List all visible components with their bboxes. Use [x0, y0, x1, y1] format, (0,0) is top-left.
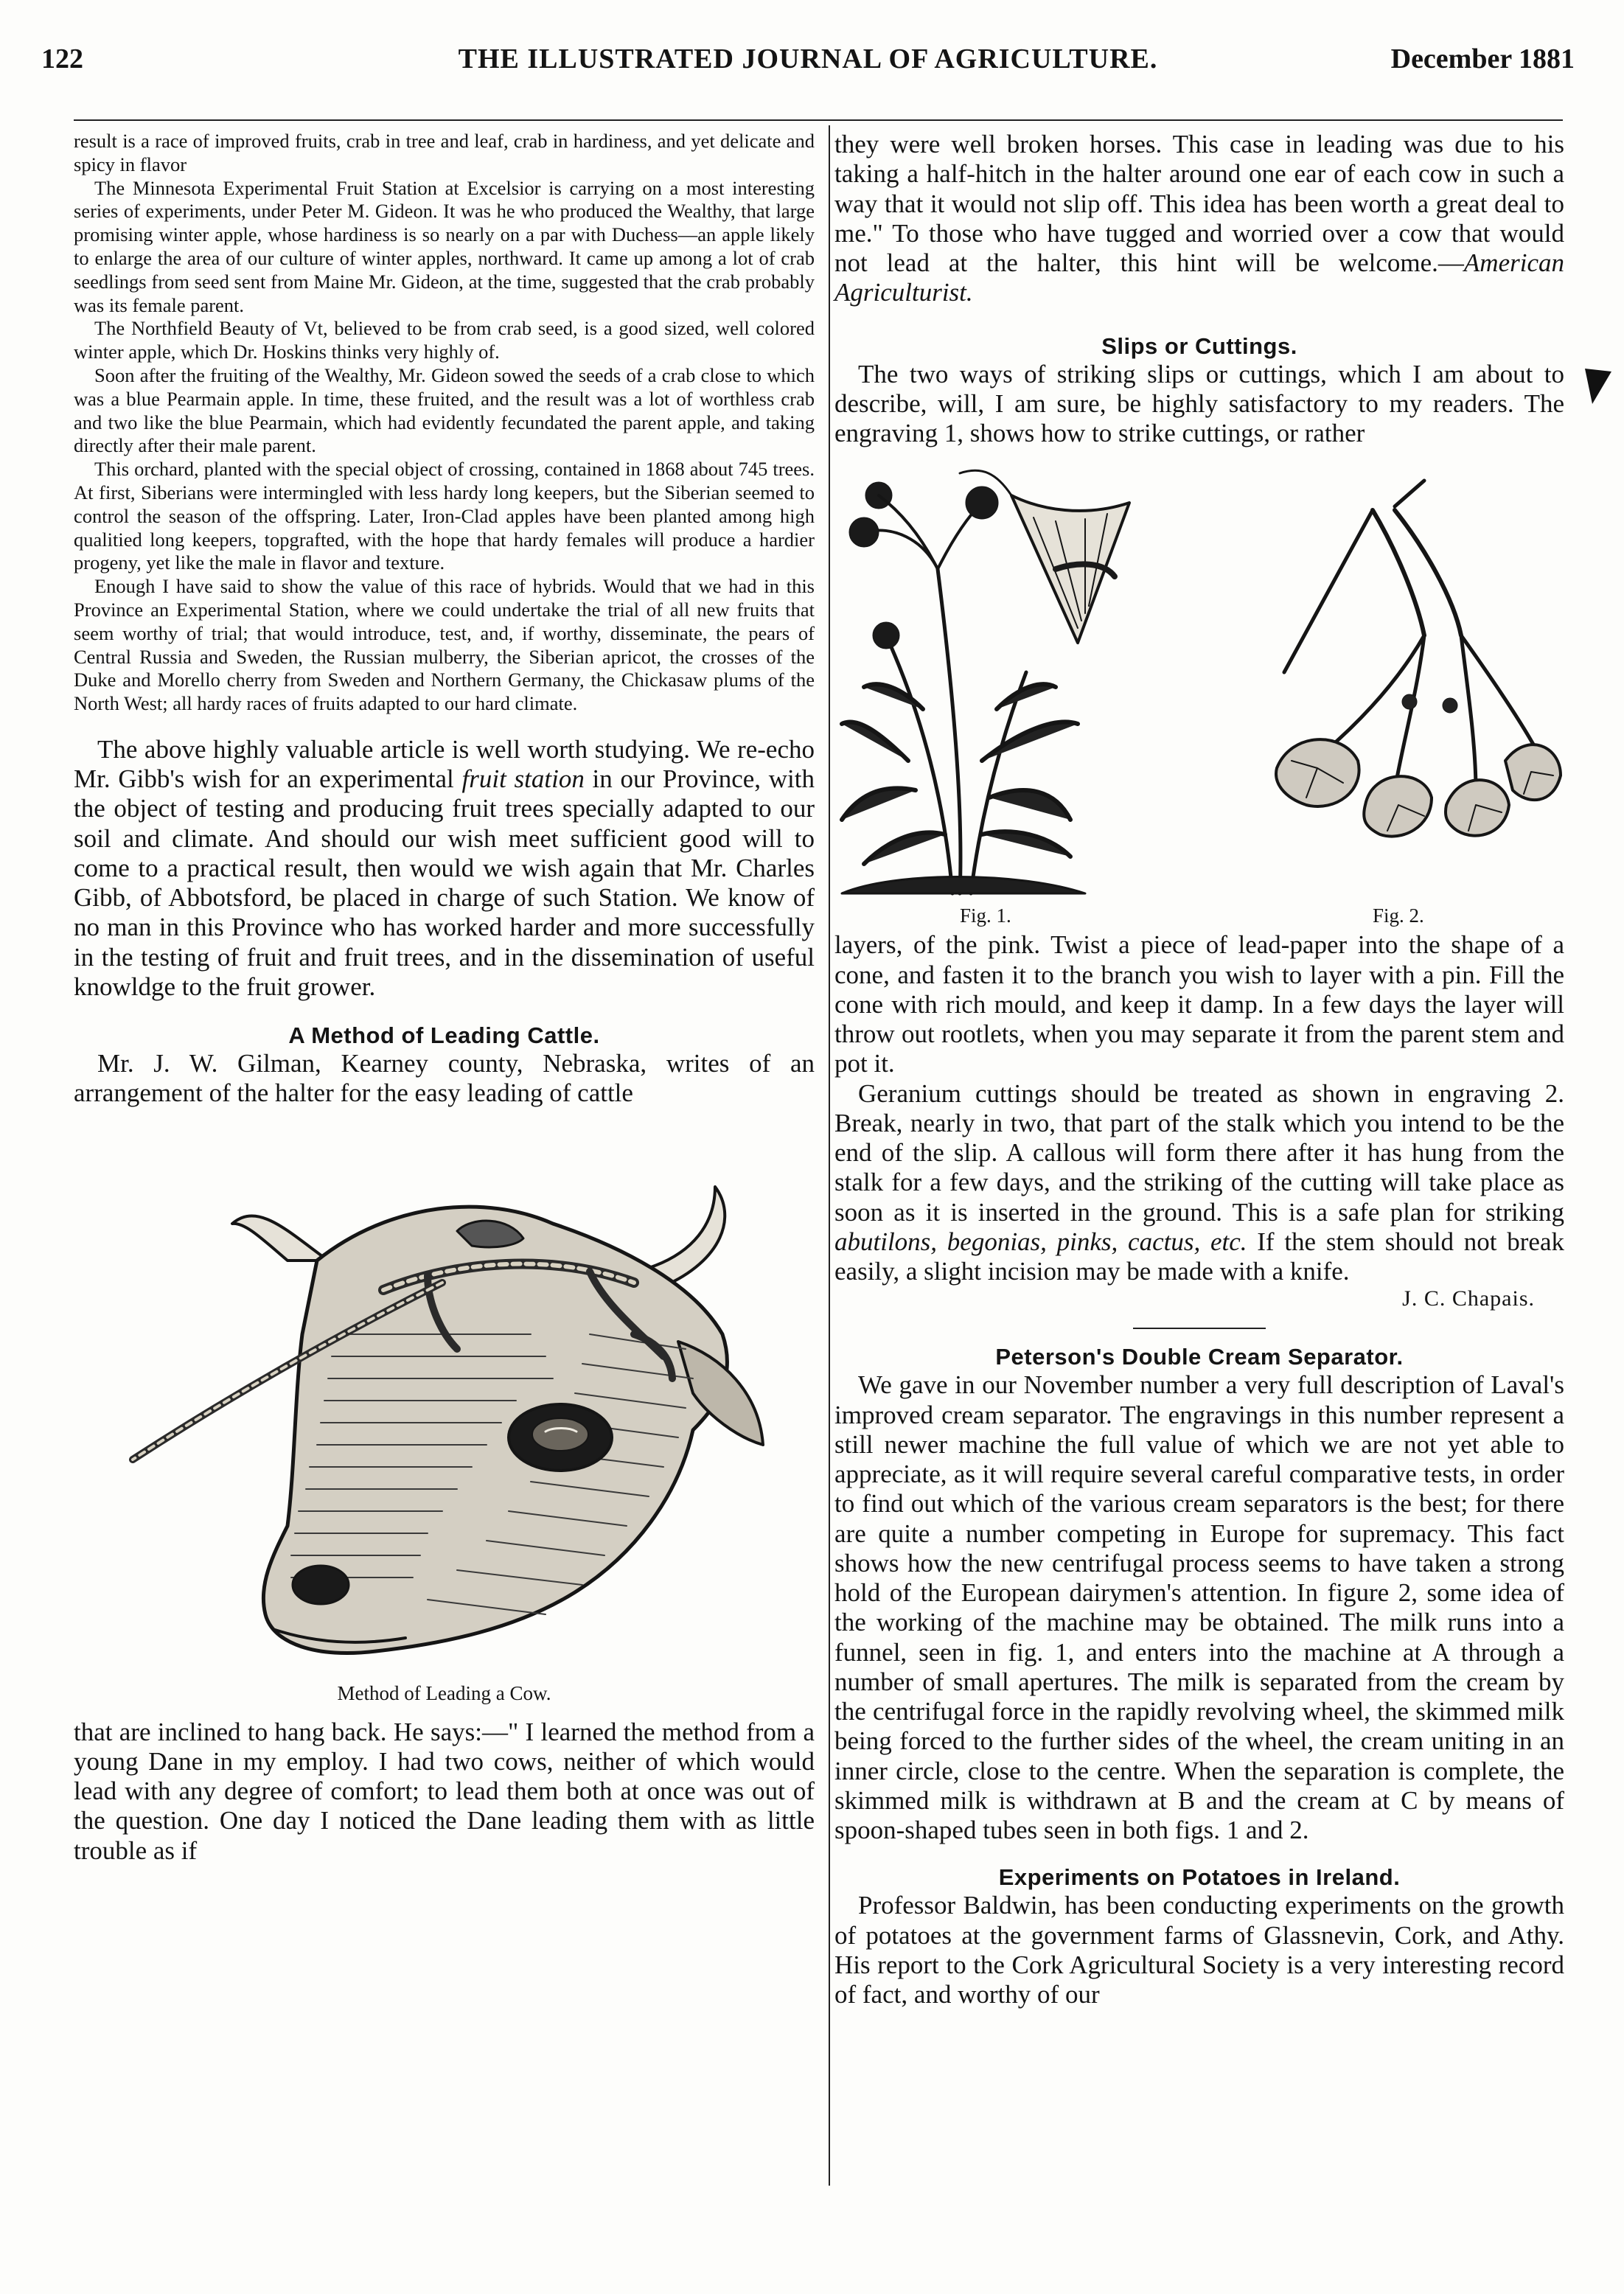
slips-body: [834, 930, 1564, 1286]
right-column: [834, 130, 1564, 2009]
cattle-intro: Mr. J. W. Gilman, Kearney county, Nebraska, writes of an arrangement of the halter for the easy leading of cattle: [74, 1049, 815, 1108]
cow-head-engraving: [74, 1113, 815, 1718]
slips-signature: J. C. Chapais.: [1402, 1286, 1535, 1311]
potatoes-paragraph: Professor Baldwin, has been conducting experiments on the growth of potatoes at the government farms of Glassnevin, Cork, and Athy. His report to the Cork Agricultural Society is a very interesting record of fact, and worthy of our: [834, 1891, 1564, 2009]
potatoes-block: [834, 1891, 1564, 2009]
separator-paragraph: We gave in our November number a very full description of Laval's improved cream separator. The engravings in this number represent a still newer machine the full value of which we are not yet able to appreciate, as it will require several careful comparative tests, in order to find out which of the various cream separators is the best; for there are quite a number competing in Europe for supremacy. This fact shows how the new centrifugal process seems to have taken a strong hold of the European dairymen's attention. In figure 2, some idea of the working of the machine may be obtained. The milk runs into a funnel, seen in fig. 1, and enters into the machine at A through a number of small apertures. The milk is separated from the cream by the centrifugal force in the rapidly revolving wheel, the skimmed milk being forced to the further sides of the wheel, the cream uniting in an inner circle, close to the centre. When the separation is complete, the skimmed milk is withdrawn at B and the cream at C by means of spoon-shaped tubes seen in both figs. 1 and 2.: [834, 1370, 1564, 1844]
figure-labels: [834, 904, 1564, 930]
slips-paragraph-2: [834, 1079, 1564, 1287]
slips-paragraph-1: layers, of the pink. Twist a piece of lead-paper into the shape of a cone, and fasten it to the branch you wish to layer with a pin. Fill the cone with rich mould, and keep it damp. In a few days the layer will throw out rootlets, when you may separate it from the parent stem and pot it.: [834, 930, 1564, 1078]
cattle-end-text: they were well broken horses. This case in leading was due to his taking a half-hitch in the halter around one ear of each cow in such a way that it would not slip off. This idea has been worth a great deal to me." To those who have tugged and worried over a cow that would not lead at the halter, this hint will be welcome.—: [834, 130, 1564, 277]
left-column: [74, 130, 815, 1866]
cattle-intro-block: [74, 1049, 815, 1109]
journal-title: THE ILLUSTRATED JOURNAL OF AGRICULTURE.: [458, 43, 1158, 74]
separator-heading: Peterson's Double Cream Separator.: [995, 1344, 1404, 1370]
editorial-text-a: The above highly valuable article is well worth studying. We re-echo Mr. Gibb's wish for an experimental: [74, 734, 815, 794]
fruit-paragraph: The Northfield Beauty of Vt, believed to be from crab seed, is a good sized, well colored winter apple, which Dr. Hoskins thinks very highly of.: [74, 317, 815, 363]
page-number: 122: [41, 43, 83, 74]
cow-illustration: [74, 1113, 815, 1718]
cuttings-figures: [834, 451, 1564, 930]
page-corner-mark: [1583, 367, 1613, 405]
slips-text-a: Geranium cuttings should be treated as shown in engraving 2. Break, nearly in two, that part of the stalk which you intend to be the end of the slip. A callous will form there after it has hung from the stalk for a few days, and the striking of the cutting will take place as soon as it is inserted in the ground. This is a safe plan for striking: [834, 1078, 1564, 1227]
fruit-paragraph: Soon after the fruiting of the Wealthy, Mr. Gideon sowed the seeds of a crab close to which was a blue Pearmain apple. In time, these fruited, and the result was a lot of worthless crab and two like the blue Pearmain, which had evidently fecundated the parent apple, and taking directly after their male parent.: [74, 363, 815, 457]
cattle-continued: that are inclined to hang back. He says:—" I learned the method from a young Dane in my employ. I had two cows, neither of which would lead with any degree of comfort; to lead them both at once was out of the question. One day I noticed the Dane leading them with as little trouble as if: [74, 1717, 815, 1865]
fig2-label: Fig. 2.: [1373, 904, 1424, 927]
header-rule: [74, 119, 1563, 121]
cattle-article-end: [834, 130, 1564, 308]
page-header: [41, 43, 1575, 87]
cattle-end-paragraph: [834, 130, 1564, 308]
editorial-text-b: in our Province, with the object of testing and producing fruit trees specially adapted to our soil and climate. And should our wish meet sufficient good will to come to a practical result, then would we wish again that Mr. Charles Gibb, of Abbotsford, be placed in charge of such Station. We know of no man in this Province who has worked harder and more successfully in the testing of fruit and fruit trees, and in the dissemination of useful knowldge to the fruit grower.: [74, 764, 815, 1001]
editorial-paragraph: [74, 735, 815, 1002]
cuttings-engravings: [834, 451, 1564, 901]
fruit-paragraph: result is a race of improved fruits, crab in tree and leaf, crab in hardiness, and yet delicate and spicy in flavor: [74, 130, 815, 175]
fruit-paragraph: This orchard, planted with the special object of crossing, contained in 1868 about 745 trees. At first, Siberians were intermingled with less hardy long keepers, but the Siberian seemed to control the season of the offspring. Later, Iron-Clad apples have been planted among high qualitied long keepers, topgrafted, with the hope that hardy females will produce a hardier progeny, yet like the male in flavor and texture.: [74, 458, 815, 574]
section-rule: [1133, 1328, 1266, 1329]
slips-text-b: If the stem should not break easily, a slight incision may be made with a knife.: [834, 1227, 1564, 1286]
slips-emphasis: abutilons, begonias, pinks, cactus, etc.: [834, 1227, 1247, 1256]
cattle-heading: A Method of Leading Cattle.: [288, 1022, 600, 1049]
cattle-source: American Agriculturist.: [834, 248, 1564, 307]
fig1-label: Fig. 1.: [960, 904, 1011, 927]
editorial-emphasis: fruit station: [461, 764, 585, 794]
potatoes-heading: Experiments on Potatoes in Ireland.: [998, 1864, 1401, 1891]
geranium-cuttings-drawing: [1276, 481, 1561, 837]
fruit-paragraph: Enough I have said to show the value of this race of hybrids. Would that we had in this Province an Experimental Station, where we could undertake the trial of all new fruits that seem worthy of trial; that would introduce, test, and, if worthy, disseminate, the pears of Central Russia and Sweden, the Russian mulberry, the Siberian apricot, the crosses of the Duke and Morello cherry from Sweden and Northern Germany, the Chickasaw plums of the North West; all hardy races of fruits adapted to our hard climate.: [74, 575, 815, 715]
cow-caption: Method of Leading a Cow.: [337, 1681, 551, 1704]
column-divider: [829, 125, 830, 2186]
slips-heading: Slips or Cuttings.: [1101, 332, 1297, 359]
cattle-continued-block: [74, 1718, 815, 1866]
slips-intro-block: [834, 360, 1564, 449]
fruit-paragraph: The Minnesota Experimental Fruit Station at Excelsior is carrying on a most interesting series of experiments, under Peter M. Gideon. It was he who produced the Wealthy, that large promising winter apple, whose hardiness is so nearly on a par with Duchess—an apple likely to enlarge the area of our culture of winter apples, northward. It came up among a lot of crab seedlings from seed sent from Maine Mr. Gideon, at the time, suggested that the crab probably was its female parent.: [74, 176, 815, 316]
slips-intro: The two ways of striking slips or cuttings, which I am about to describe, will, I am sure, be highly satisfactory to my readers. The engraving 1, shows how to strike cuttings, or rather: [834, 359, 1564, 447]
separator-block: [834, 1370, 1564, 1845]
issue-date: December 1881: [1390, 43, 1575, 74]
editorial-note: [74, 735, 815, 1002]
fruit-article-continued: [74, 130, 815, 716]
pink-plant-drawing: [842, 471, 1129, 894]
